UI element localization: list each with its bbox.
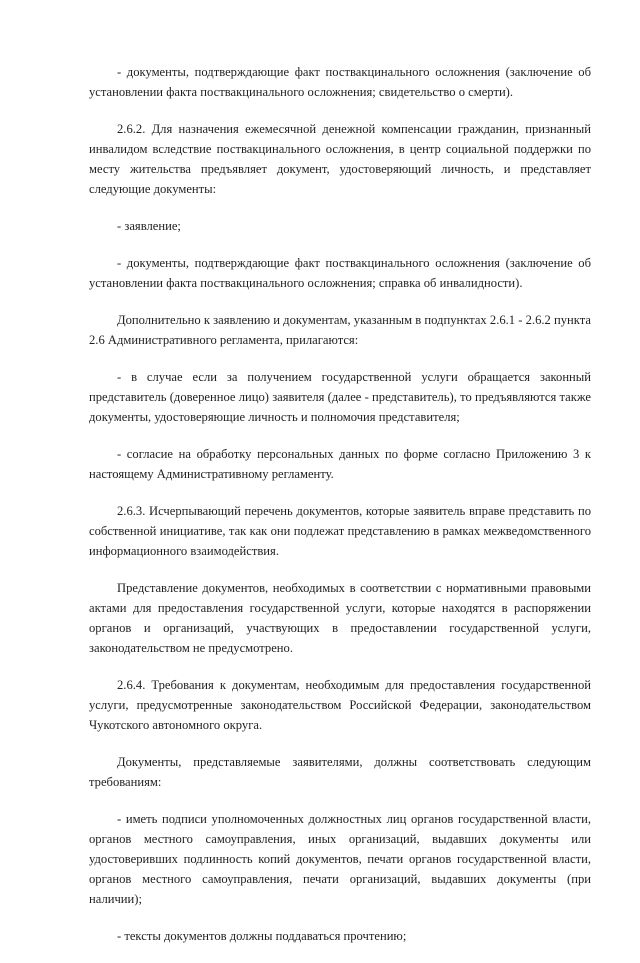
paragraph-2-6-3: 2.6.3. Исчерпывающий перечень документов, которые заявитель вправе представить по собственной инициативе, так как они подлежат представлению в рамках межведомственного информационного взаимодействия.	[89, 504, 591, 558]
paragraph-death-certificate-item: - документы, подтверждающие факт поствакцинального осложнения (заключение об установлении факта поствакцинального осложнения; свидетельство о смерти).	[89, 65, 591, 99]
paragraph-readability-requirement: - тексты документов должны поддаваться прочтению;	[117, 929, 407, 943]
paragraph-2-6-2: 2.6.2. Для назначения ежемесячной денежной компенсации гражданин, признанный инвалидом вследствие поствакцинального осложнения, в центр социальной поддержки по месту жительства предъявляет документ, удостоверяющий личность, и представляет следующие документы:	[89, 122, 591, 196]
paragraph-signatures-requirement: - иметь подписи уполномоченных должностных лиц органов государственной власти, органов местного самоуправления, иных организаций, выдавших документы или удостоверивших подлинность копий документов, печати органов государственной власти, органов местного самоуправления, печати организаций, выдавших документы (при наличии);	[89, 812, 591, 906]
paragraph-application-item: - заявление;	[117, 219, 181, 233]
paragraph-requirements-intro: Документы, представляемые заявителями, должны соответствовать следующим требованиям:	[89, 755, 591, 789]
paragraph-2-6-4: 2.6.4. Требования к документам, необходимым для предоставления государственной услуги, предусмотренные законодательством Российской Федерации, законодательством Чукотского автономного округа.	[89, 678, 591, 732]
paragraph-disability-certificate-item: - документы, подтверждающие факт поствакцинального осложнения (заключение об установлении факта поствакцинального осложнения; справка об инвалидности).	[89, 256, 591, 290]
paragraph-personal-data-consent-item: - согласие на обработку персональных данных по форме согласно Приложению 3 к настоящему Административному регламенту.	[89, 447, 591, 481]
paragraph-documents-not-required: Представление документов, необходимых в соответствии с нормативными правовыми актами для предоставления государственной услуги, которые находятся в распоряжении органов и организаций, участвующих в предоставлении государственной услуги, законодательством не предусмотрено.	[89, 581, 591, 655]
paragraph-additional-documents: Дополнительно к заявлению и документам, указанным в подпунктах 2.6.1 - 2.6.2 пункта 2.6 Административного регламента, прилагаются:	[89, 313, 591, 347]
paragraph-representative-item: - в случае если за получением государственной услуги обращается законный представитель (доверенное лицо) заявителя (далее - представитель), то предъявляются также документы, удостоверяющие личность и полномочия представителя;	[89, 370, 591, 424]
document-page	[89, 62, 591, 963]
